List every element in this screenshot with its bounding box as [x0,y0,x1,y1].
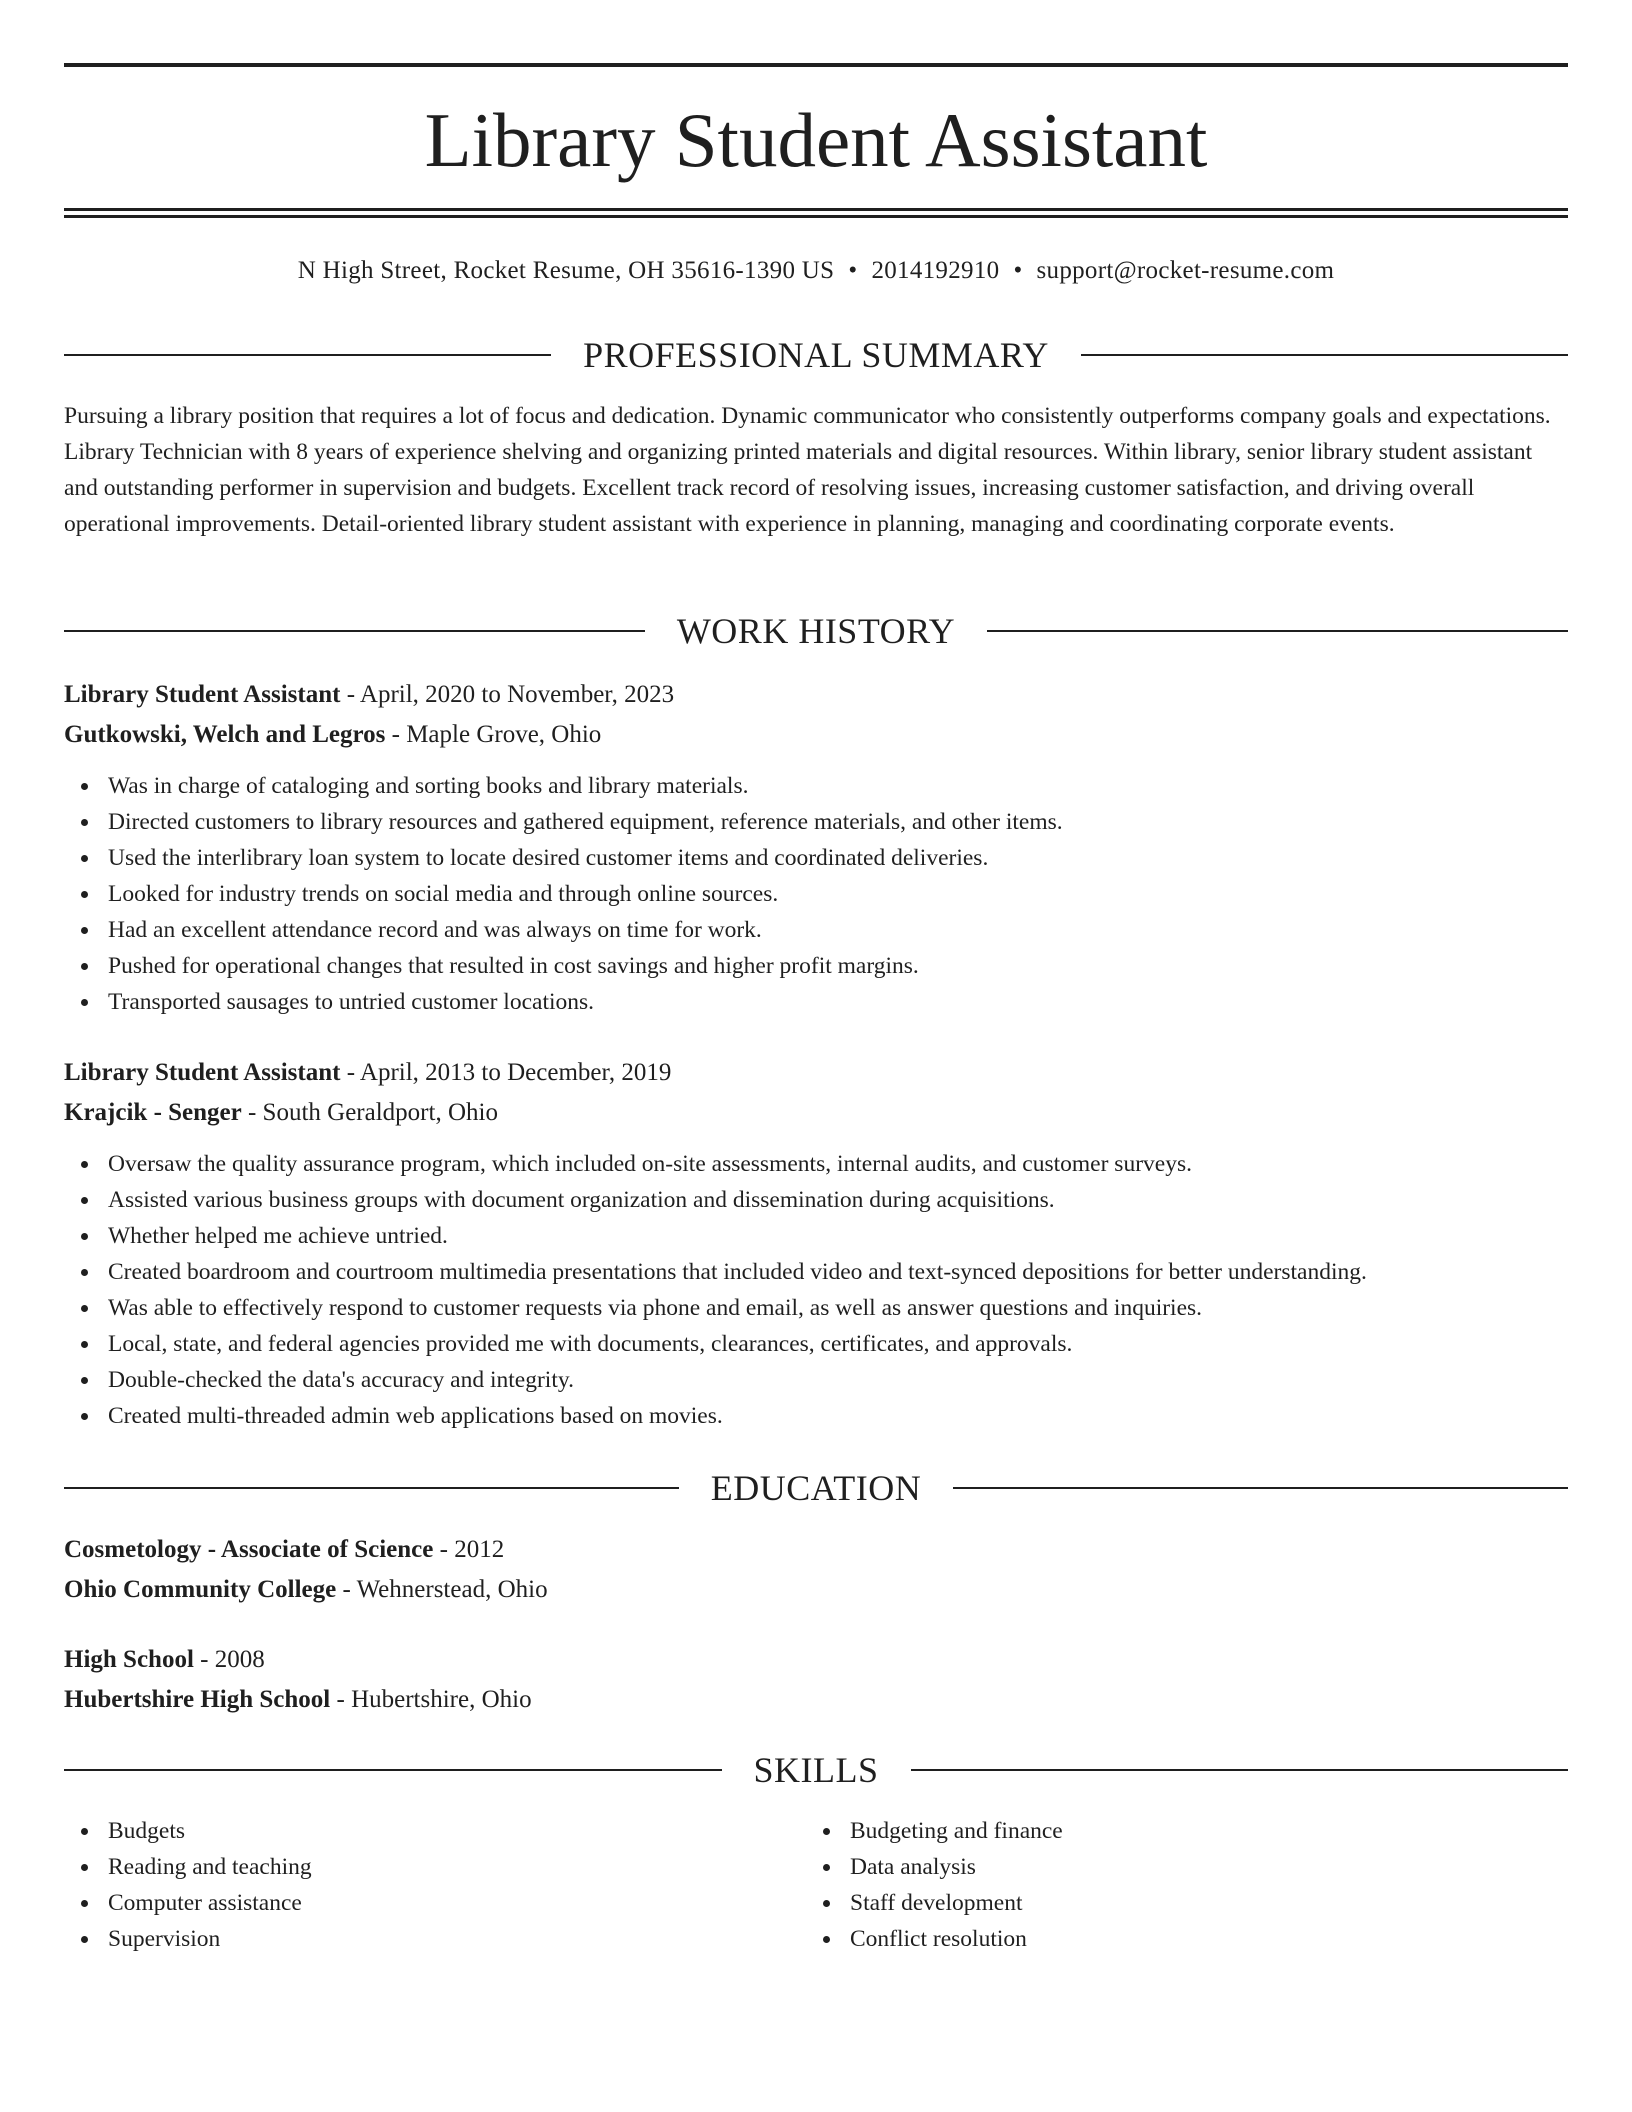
job-title: Library Student Assistant [64,1059,341,1086]
section-title: SKILLS [753,1750,879,1790]
degree-name: High School [64,1646,194,1673]
skill-item: Staff development [850,1885,1506,1921]
section-rule [953,1487,1568,1489]
contact-phone: 2014192910 [871,257,1000,284]
skills-column-right [806,1813,1506,1957]
title-rule-upper [64,208,1568,211]
list-item: Created boardroom and courtroom multimedia presentations that included video and text-synced depositions for better understanding. [108,1254,1568,1290]
job-bullets [64,1146,1568,1434]
skill-item: Conflict resolution [850,1921,1506,1957]
school-line [64,1680,1568,1720]
skill-item: Computer assistance [108,1885,764,1921]
list-item: Oversaw the quality assurance program, which included on-site assessments, internal audits, and customer surveys. [108,1146,1568,1182]
section-rule [987,630,1568,632]
list-item: Local, state, and federal agencies provided me with documents, clearances, certificates, and approvals. [108,1326,1568,1362]
skill-item: Budgets [108,1813,764,1849]
degree-year: - 2012 [433,1536,505,1563]
list-item: Whether helped me achieve untried. [108,1218,1568,1254]
school-name: Ohio Community College [64,1576,337,1603]
skill-item: Data analysis [850,1849,1506,1885]
degree-line [64,1530,1568,1570]
section-title: PROFESSIONAL SUMMARY [583,335,1049,375]
section-rule [64,630,645,632]
section-header-summary [64,333,1568,377]
section-rule [64,1487,679,1489]
school-location: - Wehnerstead, Ohio [336,1576,548,1603]
job-dates: - April, 2013 to December, 2019 [340,1059,672,1086]
section-header-education [64,1466,1568,1510]
section-rule [64,1769,722,1771]
contact-email: support@rocket-resume.com [1036,257,1335,284]
list-item: Double-checked the data's accuracy and integrity. [108,1362,1568,1398]
education-entry [64,1530,1568,1610]
skills-list [64,1813,764,1957]
skill-item: Reading and teaching [108,1849,764,1885]
section-header-skills [64,1748,1568,1792]
job-dates: - April, 2020 to November, 2023 [340,681,675,708]
contact-line [64,254,1568,288]
employer-name: Krajcik - Senger [64,1099,242,1126]
contact-separator: • [1013,257,1023,284]
skill-item: Supervision [108,1921,764,1957]
list-item: Was able to effectively respond to customer requests via phone and email, as well as answer questions and inquiries. [108,1290,1568,1326]
title-rule-lower [64,215,1568,218]
section-rule [911,1769,1569,1771]
employer-location: - South Geraldport, Ohio [241,1099,498,1126]
section-rule [1081,354,1568,356]
job-title-line [64,675,1568,715]
degree-name: Cosmetology - Associate of Science [64,1536,434,1563]
employer-line [64,1093,1568,1133]
top-rule [64,63,1568,67]
contact-address: N High Street, Rocket Resume, OH 35616-1390 US [297,257,835,284]
section-title: EDUCATION [710,1468,922,1508]
summary-paragraph: Pursuing a library position that requires a lot of focus and dedication. Dynamic communicator who consistently outperforms company goals and expectations. Library Technician with 8 years of experience shelving and organizing printed materials and digital resources. Within library, senior library student assistant and outstanding performer in supervision and budgets. Excellent track record of resolving issues, increasing customer satisfaction, and driving overall operational improvements. Detail-oriented library student assistant with experience in planning, managing and coordinating corporate events. [64,403,1551,537]
degree-line [64,1640,1568,1680]
skill-item: Budgeting and finance [850,1813,1506,1849]
list-item: Directed customers to library resources and gathered equipment, reference materials, and other items. [108,804,1568,840]
skills-list [806,1813,1506,1957]
resume-title: Library Student Assistant [424,97,1208,183]
education-entry [64,1640,1568,1720]
school-line [64,1570,1568,1610]
skills-column-left [64,1813,764,1957]
school-location: - Hubertshire, Ohio [330,1686,532,1713]
employer-line [64,715,1568,755]
employer-name: Gutkowski, Welch and Legros [64,721,386,748]
list-item: Transported sausages to untried customer locations. [108,984,1568,1020]
job-bullets [64,768,1568,1020]
degree-year: - 2008 [193,1646,265,1673]
list-item: Used the interlibrary loan system to locate desired customer items and coordinated deliveries. [108,840,1568,876]
section-header-work-history [64,609,1568,653]
section-rule [64,354,551,356]
list-item: Assisted various business groups with document organization and dissemination during acquisitions. [108,1182,1568,1218]
section-title: WORK HISTORY [676,611,956,651]
work-entry [64,675,1568,1020]
job-title: Library Student Assistant [64,681,341,708]
employer-location: - Maple Grove, Ohio [385,721,602,748]
list-item: Looked for industry trends on social media and through online sources. [108,876,1568,912]
contact-separator: • [848,257,858,284]
list-item: Had an excellent attendance record and was always on time for work. [108,912,1568,948]
list-item: Pushed for operational changes that resulted in cost savings and higher profit margins. [108,948,1568,984]
job-title-line [64,1053,1568,1093]
school-name: Hubertshire High School [64,1686,331,1713]
work-entry [64,1053,1568,1434]
list-item: Was in charge of cataloging and sorting books and library materials. [108,768,1568,804]
list-item: Created multi-threaded admin web applications based on movies. [108,1398,1568,1434]
